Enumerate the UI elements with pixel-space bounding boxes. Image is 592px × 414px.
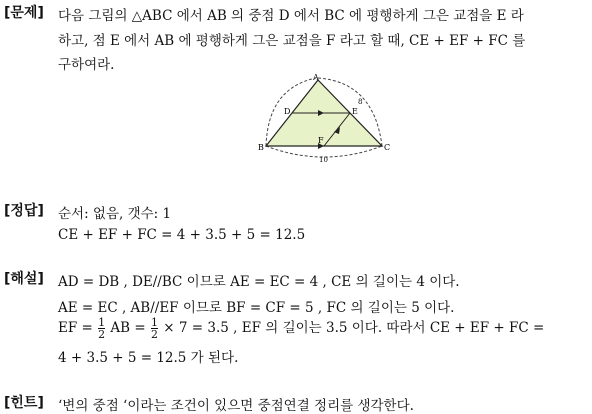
problem-line-2: 하고, 점 E 에서 AB 에 평행하게 그은 교점을 F 라고 할 때, CE + EF + FC 를 xyxy=(58,33,526,49)
explanation-line-2: AE = EC , AB//EF 이므로 BF = CF = 5 , FC 의 길이는 5 이다. xyxy=(58,300,455,316)
point-d: D xyxy=(284,107,291,116)
explanation-line-3-c: × 7 = 3.5 , EF 의 길이는 3.5 이다. 따라서 CE + EF + FC = xyxy=(163,320,545,336)
fraction-half-2: $\frac{1}{2}$ xyxy=(151,316,158,341)
explanation-label: [해설] xyxy=(4,271,44,287)
explanation-line-4: 4 + 3.5 + 5 = 12.5 가 된다. xyxy=(58,350,239,366)
triangle-figure xyxy=(256,72,396,164)
problem-line-1: 다음 그림의 △ABC 에서 AB 의 중점 D 에서 BC 에 평행하게 그은 교점을 E 라 xyxy=(58,8,524,24)
point-c: C xyxy=(384,143,391,152)
side-label-top: 8 xyxy=(358,98,363,106)
explanation-line-1: AD = DB , DE//BC 이므로 AE = EC = 4 , CE 의 길이는 4 이다. xyxy=(58,274,460,290)
point-e: E xyxy=(352,107,358,116)
point-f: F xyxy=(318,136,324,145)
problem-line-3: 구하여라. xyxy=(58,57,115,73)
problem-label: [문제] xyxy=(4,5,44,21)
hint-label: [힌트] xyxy=(4,395,44,411)
hint-line-1: ‘변의 중점 ‘이라는 조건이 있으면 중점연결 정리를 생각한다. xyxy=(58,398,414,414)
side-label-bottom: 10 xyxy=(319,156,328,164)
explanation-line-3 xyxy=(58,316,544,340)
point-a: A xyxy=(313,73,319,82)
answer-line-2: CE + EF + FC = 4 + 3.5 + 5 = 12.5 xyxy=(58,227,306,243)
explanation-line-3-a: EF = xyxy=(58,320,93,336)
explanation-line-3-b: AB = xyxy=(110,320,146,336)
answer-label: [정답] xyxy=(4,203,44,219)
answer-line-1: 순서: 없음, 갯수: 1 xyxy=(58,206,172,222)
fraction-half-1: $\frac{1}{2}$ xyxy=(98,316,106,341)
point-b: B xyxy=(258,143,264,152)
